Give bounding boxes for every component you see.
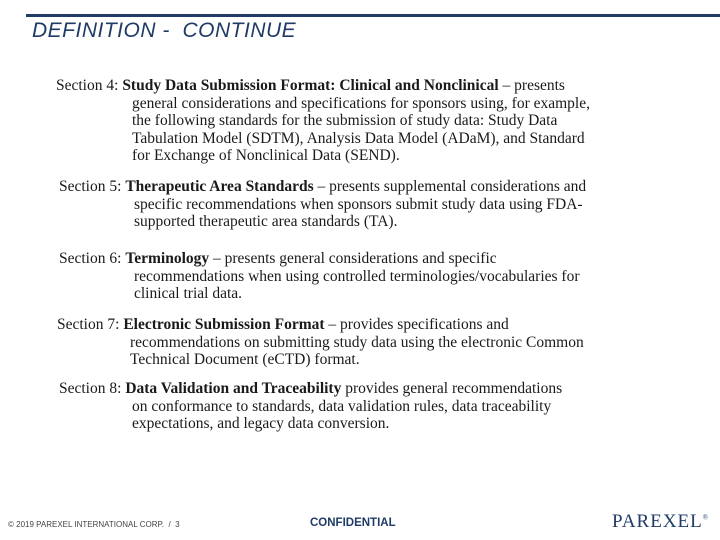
- page-title: DEFINITION - CONTINUE: [32, 19, 297, 42]
- section-7-prefix: Section 7:: [57, 316, 120, 333]
- section-6: [59, 250, 580, 303]
- section-6-line-1: [59, 250, 580, 268]
- section-4-line-2: general considerations and specifications for sponsors using, for example,: [132, 94, 590, 112]
- section-8-line-1-rest: provides general recommendations: [341, 380, 563, 397]
- section-5-heading: Therapeutic Area Standards: [125, 178, 314, 195]
- section-8-heading: Data Validation and Traceability: [125, 380, 342, 397]
- logo-text: PAREXEL: [612, 511, 703, 532]
- section-5-line-3: supported therapeutic area standards (TA).: [134, 213, 398, 230]
- section-5-line-1: [59, 178, 586, 196]
- section-8-line-1: [59, 380, 562, 398]
- section-5-prefix: Section 5:: [59, 178, 122, 195]
- section-4-heading: Study Data Submission Format: Clinical and Nonclinical: [122, 77, 499, 94]
- logo-registered-mark: ®: [702, 513, 710, 522]
- section-7-line-1-rest: – provides specifications and: [324, 316, 509, 333]
- section-7-line-1: [57, 316, 584, 334]
- section-7-line-3: Technical Document (eCTD) format.: [130, 351, 360, 368]
- parexel-logo: [612, 511, 709, 533]
- section-5-line-1-rest: – presents supplemental considerations and: [313, 178, 587, 195]
- section-8-prefix: Section 8:: [59, 380, 122, 397]
- footer-confidential: CONFIDENTIAL: [310, 517, 396, 529]
- section-5: [59, 178, 586, 231]
- section-6-line-3: clinical trial data.: [134, 285, 243, 302]
- section-6-line-1-rest: – presents general considerations and specific: [209, 250, 497, 267]
- section-4-line-1: [56, 77, 590, 95]
- section-4-line-1-rest: – presents: [498, 77, 565, 94]
- section-8: [59, 380, 562, 433]
- section-4-line-4: Tabulation Model (SDTM), Analysis Data Model (ADaM), and Standard: [132, 129, 585, 147]
- section-7-line-2: recommendations on submitting study data using the electronic Common: [130, 333, 584, 351]
- footer-copyright: © 2019 PAREXEL INTERNATIONAL CORP. / 3: [8, 520, 180, 529]
- section-8-line-3: expectations, and legacy data conversion.: [132, 415, 390, 432]
- section-6-line-2: recommendations when using controlled terminologies/vocabularies for: [134, 267, 580, 285]
- section-5-line-2: specific recommendations when sponsors submit study data using FDA-: [134, 195, 583, 213]
- header-rule: [26, 14, 720, 17]
- section-4-prefix: Section 4:: [56, 77, 119, 94]
- section-4-line-5: for Exchange of Nonclinical Data (SEND).: [132, 147, 400, 164]
- section-7: [57, 316, 584, 369]
- section-7-heading: Electronic Submission Format: [123, 316, 325, 333]
- section-4-line-3: the following standards for the submission of study data: Study Data: [132, 112, 558, 129]
- section-4: [56, 77, 590, 165]
- section-8-line-2: on conformance to standards, data validation rules, data traceability: [132, 397, 552, 415]
- section-6-heading: Terminology: [125, 250, 210, 267]
- section-6-prefix: Section 6:: [59, 250, 122, 267]
